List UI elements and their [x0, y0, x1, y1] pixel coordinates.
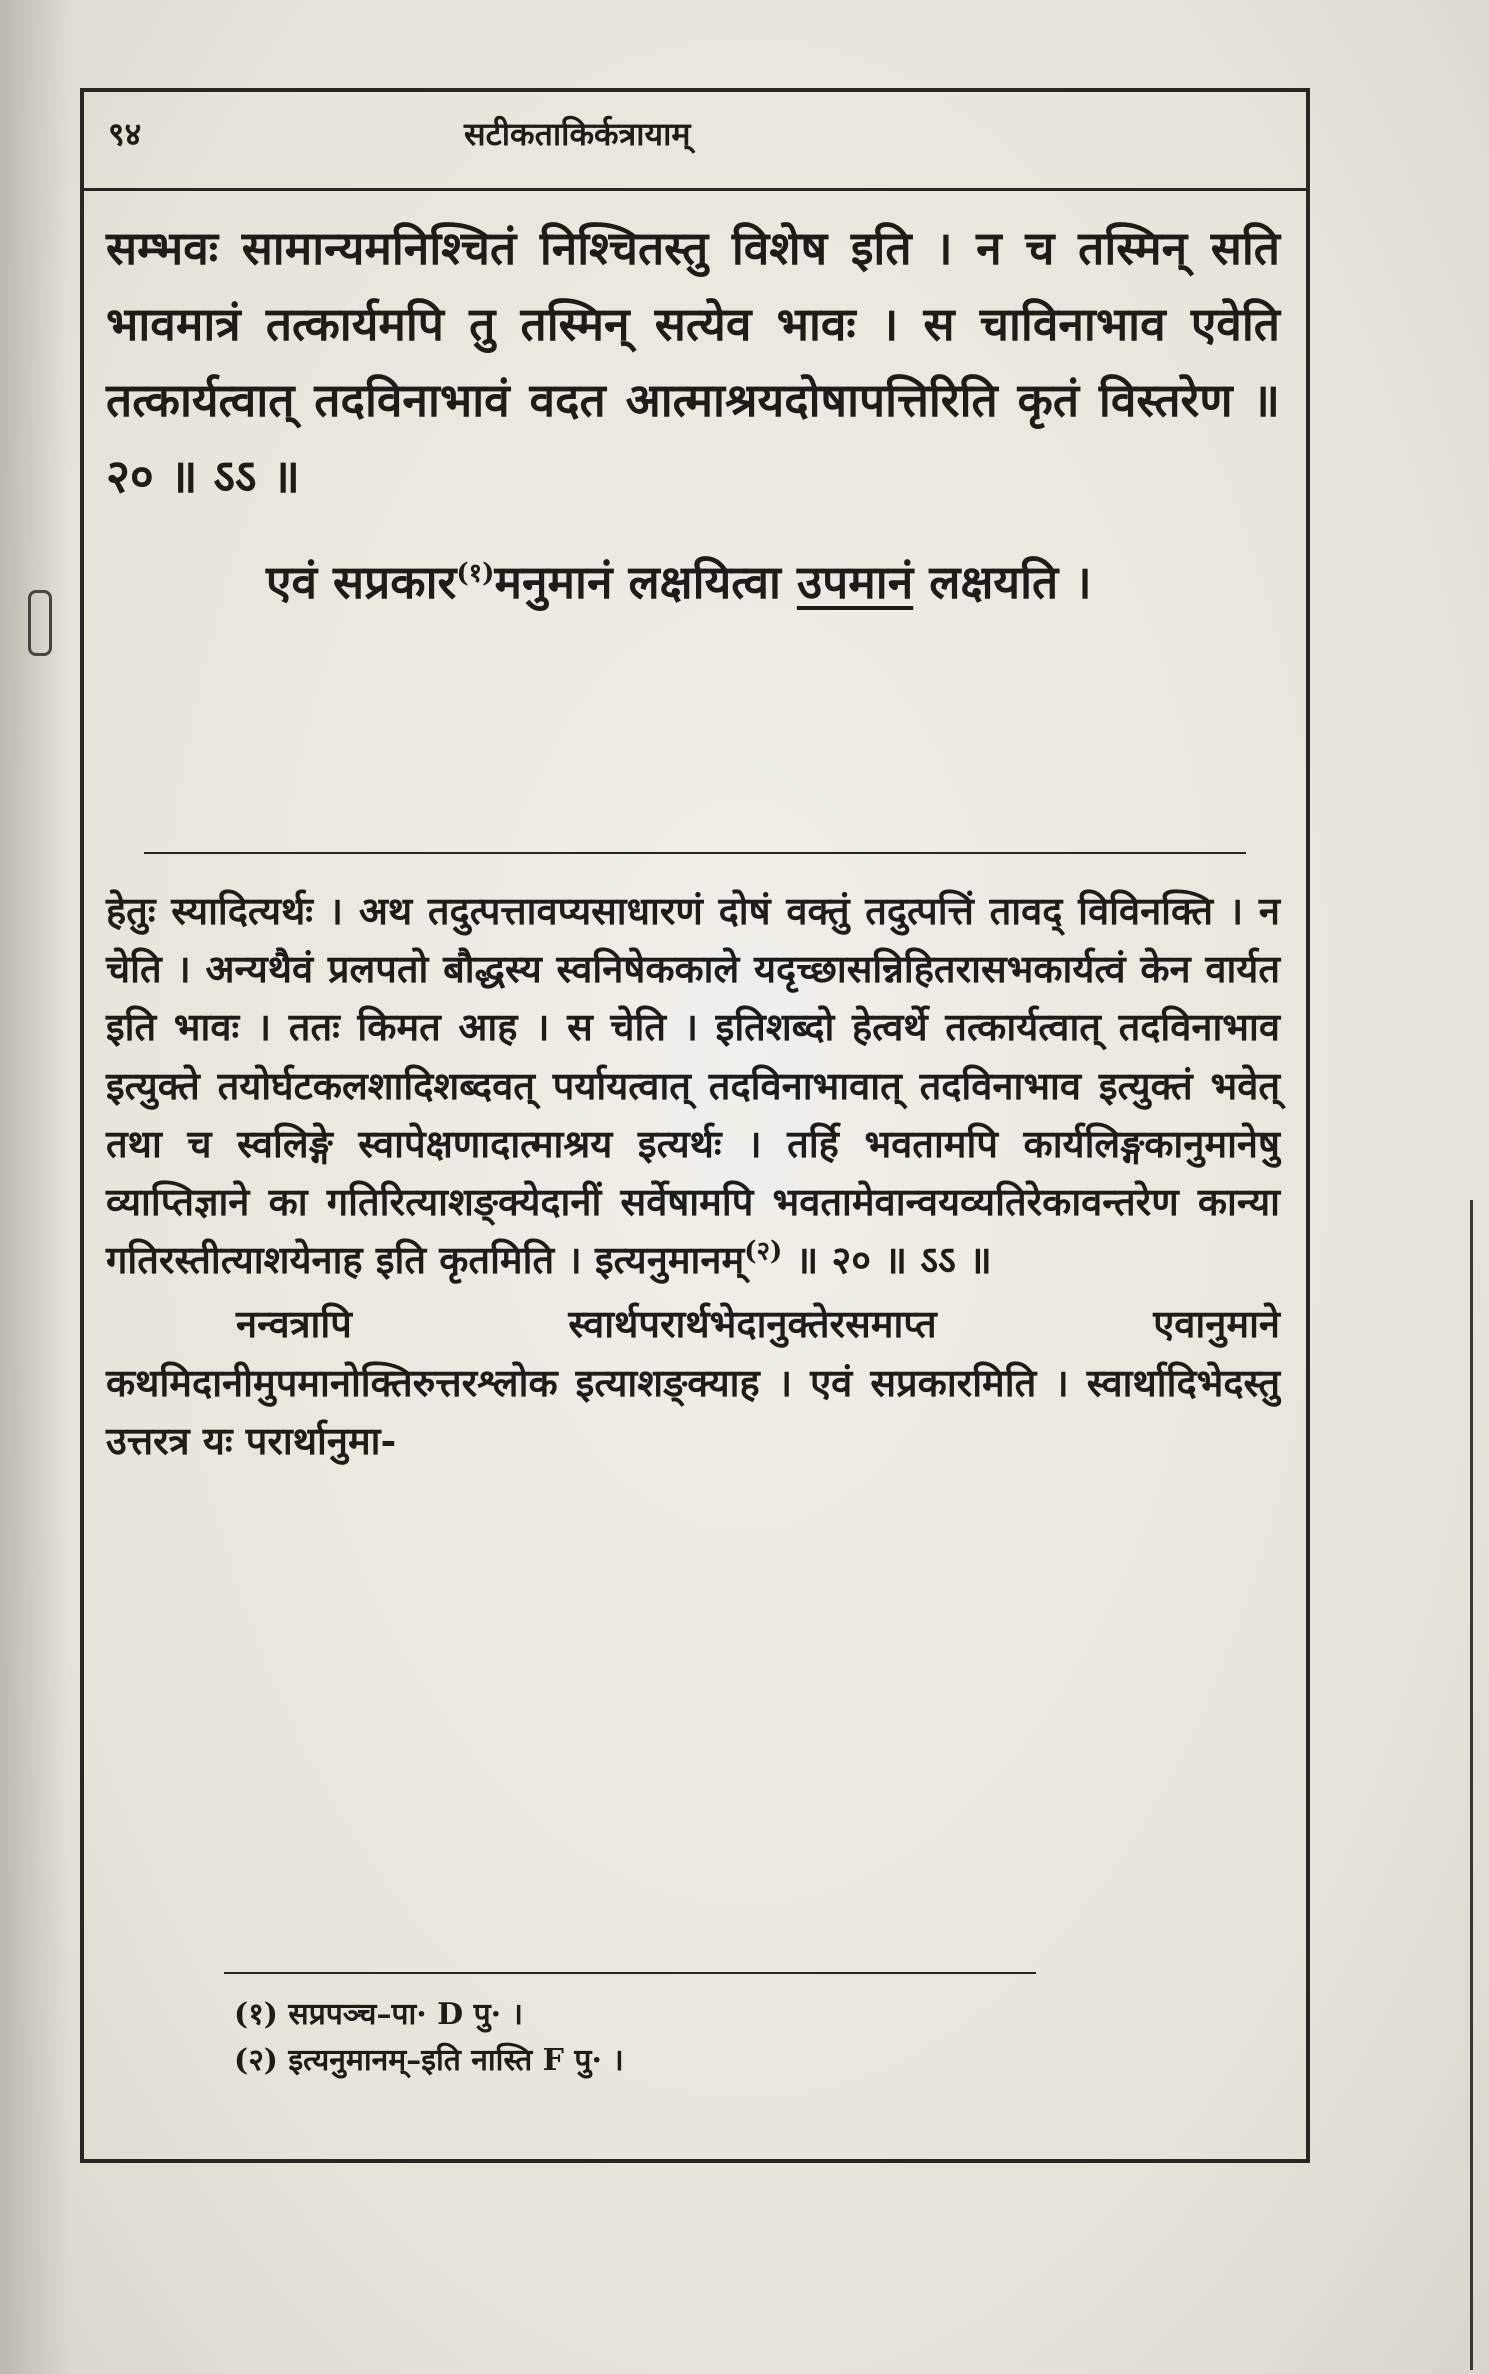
section-divider [144, 852, 1246, 854]
footnote-ref: (१) [456, 558, 495, 589]
underlined-term: उपमानं [796, 555, 914, 609]
binding-shadow [0, 0, 70, 2374]
margin-bracket-mark [28, 590, 52, 656]
footnote: (२) इत्यनुमानम्–इति नास्ति F पु· । [234, 2043, 624, 2078]
text-span: लक्षयति । [913, 555, 1092, 609]
footnotes [234, 1992, 624, 2084]
page-number: ९४ [108, 115, 142, 153]
commentary-text [106, 882, 1280, 1470]
main-text [106, 210, 1280, 620]
main-text-paragraph [106, 544, 1280, 620]
page-edge-line [1470, 1200, 1473, 2370]
main-text-paragraph: सम्भवः सामान्यमनिश्चितं निश्चितस्तु विशेष इति । न च तस्मिन् सति भावमात्रं तत्कार्यमपि तु तस्मिन् सत्येव भावः । स चाविनाभाव एवेति तत्कार्यत्वात् तदविनाभावं वदत आत्माश्रयदोषापत्तिरिति कृतं विस्तरेण ॥ २० ॥ ऽऽ ॥ [106, 221, 1280, 503]
text-span: मनुमानं लक्षयित्वा [494, 555, 797, 609]
footnote-divider [224, 1972, 1036, 1974]
page-header [84, 92, 1306, 191]
footnote-ref: (२) [744, 1236, 783, 1267]
commentary-paragraph [106, 882, 1280, 1289]
text-span: ॥ २० ॥ ऽऽ ॥ [782, 1237, 992, 1283]
text-span: हेतुः स्यादित्यर्थः । अथ तदुत्पत्तावप्यसाधारणं दोषं वक्तुं तदुत्पत्तिं तावद् विविनक्ति । न चेति । अन्यथैवं प्रलपतो बौद्धस्य स्वनिषेककाले यदृच्छासन्निहितरासभकार्यत्वं केन वार्यत इति भावः । ततः किमत आह । स चेति । इतिशब्दो हेत्वर्थे तत्कार्यत्वात् तदविनाभाव इत्युक्ते तयोर्घटकलशादिशब्दवत् पर्यायत्वात् तदविनाभावात् तदविनाभाव इत्युक्तं भवेत् तथा च स्वलिङ्गे स्वापेक्षणादात्माश्रय इत्यर्थः । तर्हि भवतामपि कार्यलिङ्गकानुमानेषु व्याप्तिज्ञाने का गतिरित्याशङ्क्येदानीं सर्वेषामपि भवतामेवान्वयव्यतिरेकावन्तरेण कान्या गतिरस्तीत्याशयेनाह इति कृतमिति । इत्यनुमानम् [106, 888, 1280, 1283]
text-span: एवं सप्रकार [266, 555, 457, 609]
commentary-paragraph: नन्वत्रापि स्वार्थपरार्थभेदानुक्तेरसमाप्त एवानुमाने कथमिदानीमुपमानोक्तिरुत्तरश्लोक इत्याशङ्क्याह । एवं सप्रकारमिति । स्वार्थादिभेदस्तु उत्तरत्र यः परार्थानुमा- [106, 1301, 1280, 1463]
page-frame [80, 88, 1310, 2163]
footnote: (१) सप्रपञ्च–पा· D पु· । [234, 1997, 523, 2032]
running-title: सटीकताकिर्कत्रायाम् [464, 115, 691, 153]
